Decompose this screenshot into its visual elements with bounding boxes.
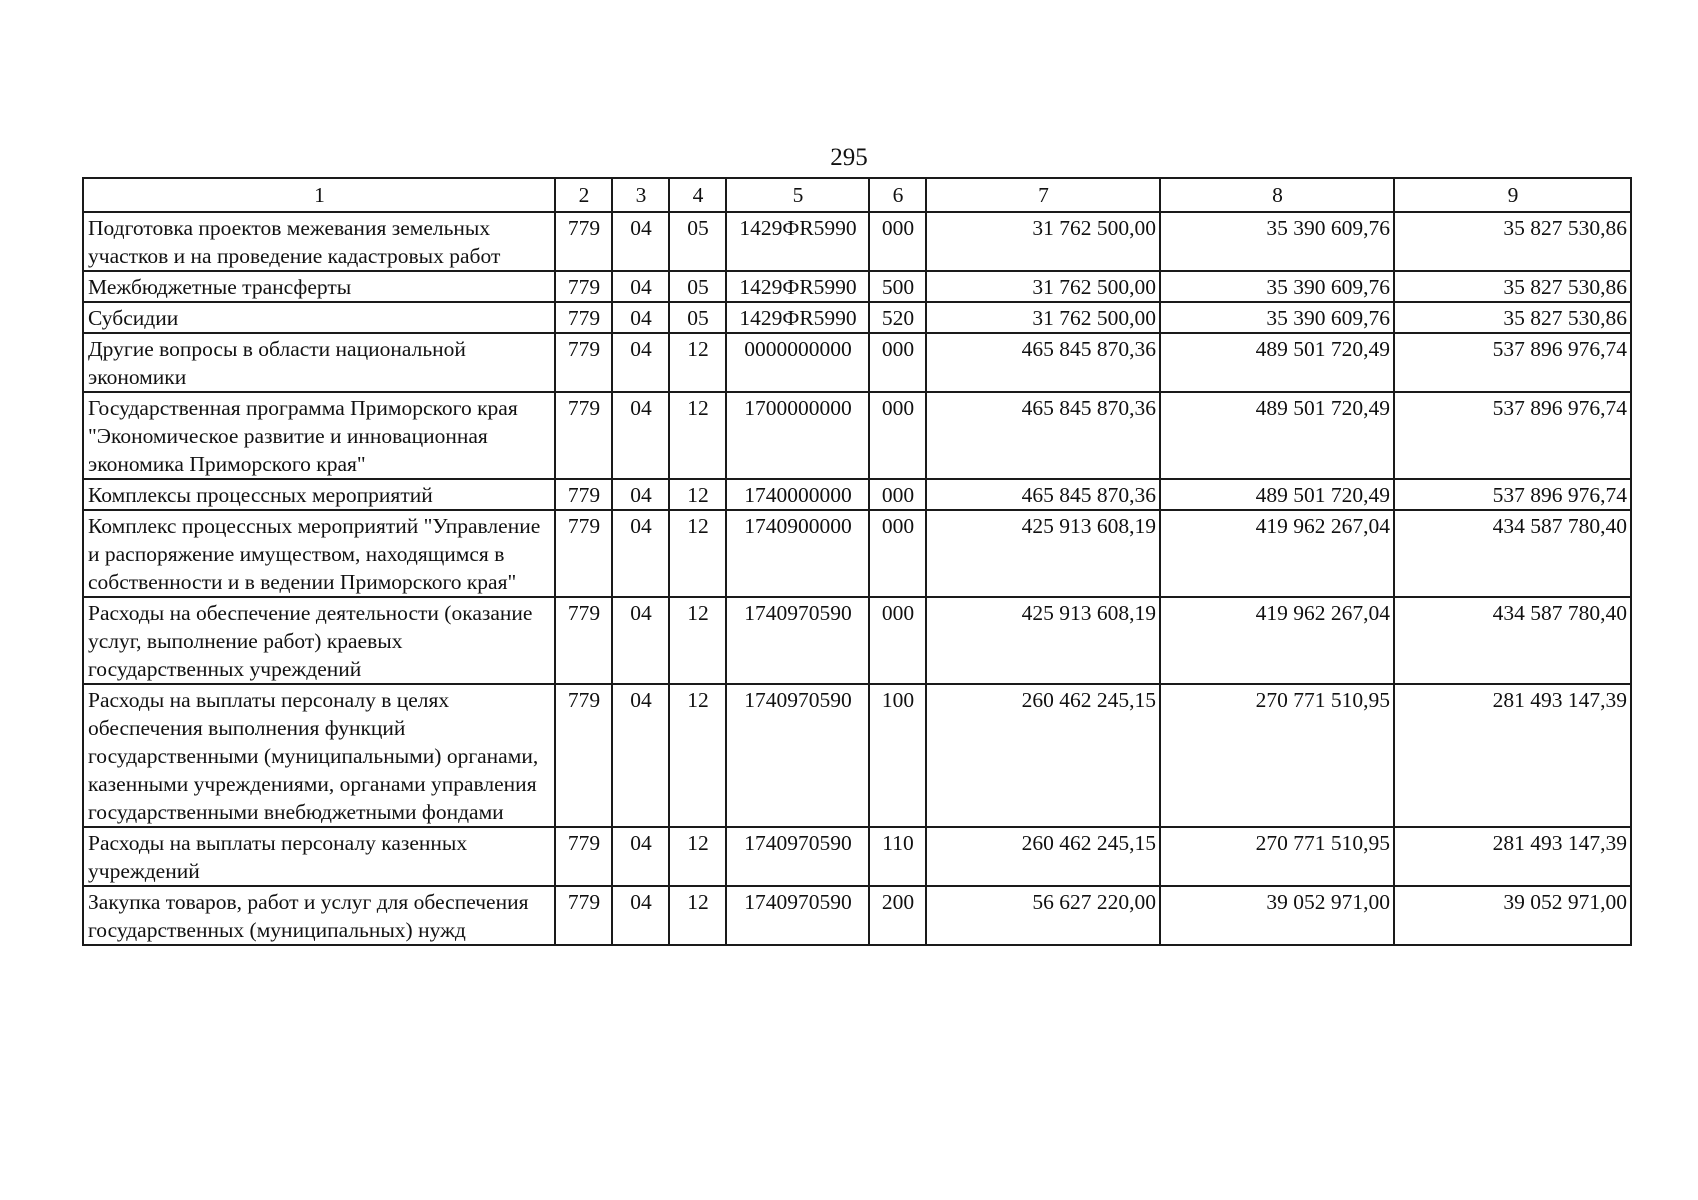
table-row — [83, 510, 1631, 597]
cell-admin-code: 779 — [555, 271, 612, 302]
header-cell: 3 — [612, 178, 669, 212]
cell-target-code: 1740970590 — [726, 684, 869, 827]
cell-section: 04 — [612, 827, 669, 886]
cell-amount-9: 281 493 147,39 — [1394, 684, 1631, 827]
cell-expense-type: 200 — [869, 886, 926, 945]
cell-amount-9: 537 896 976,74 — [1394, 392, 1631, 479]
row-name: Расходы на выплаты персоналу в целях обеспечения выполнения функций государственными (муниципальными) органами, казенными учреждениями, органами управления государственными внебюджетными фондами — [83, 684, 555, 827]
cell-amount-9: 434 587 780,40 — [1394, 510, 1631, 597]
cell-subsection: 12 — [669, 392, 726, 479]
cell-amount-8: 489 501 720,49 — [1160, 479, 1394, 510]
cell-target-code: 1740900000 — [726, 510, 869, 597]
cell-admin-code: 779 — [555, 392, 612, 479]
cell-amount-7: 31 762 500,00 — [926, 212, 1160, 271]
cell-amount-7: 260 462 245,15 — [926, 684, 1160, 827]
cell-section: 04 — [612, 302, 669, 333]
row-name: Межбюджетные трансферты — [83, 271, 555, 302]
budget-table — [82, 177, 1632, 946]
cell-amount-7: 31 762 500,00 — [926, 271, 1160, 302]
cell-subsection: 05 — [669, 212, 726, 271]
header-cell: 8 — [1160, 178, 1394, 212]
row-name: Комплекс процессных мероприятий "Управление и распоряжение имуществом, находящимся в собственности и в ведении Приморского края" — [83, 510, 555, 597]
row-name: Закупка товаров, работ и услуг для обеспечения государственных (муниципальных) нужд — [83, 886, 555, 945]
cell-admin-code: 779 — [555, 302, 612, 333]
cell-target-code: 1429ФR5990 — [726, 271, 869, 302]
cell-amount-7: 56 627 220,00 — [926, 886, 1160, 945]
table-row — [83, 597, 1631, 684]
cell-expense-type: 000 — [869, 212, 926, 271]
cell-subsection: 05 — [669, 302, 726, 333]
row-name: Субсидии — [83, 302, 555, 333]
cell-expense-type: 000 — [869, 597, 926, 684]
cell-section: 04 — [612, 479, 669, 510]
cell-section: 04 — [612, 333, 669, 392]
cell-amount-7: 425 913 608,19 — [926, 597, 1160, 684]
cell-expense-type: 110 — [869, 827, 926, 886]
header-cell: 9 — [1394, 178, 1631, 212]
cell-subsection: 12 — [669, 333, 726, 392]
cell-admin-code: 779 — [555, 886, 612, 945]
row-name: Другие вопросы в области национальной экономики — [83, 333, 555, 392]
header-row — [83, 178, 1631, 212]
table-row — [83, 271, 1631, 302]
cell-amount-8: 419 962 267,04 — [1160, 597, 1394, 684]
cell-amount-9: 39 052 971,00 — [1394, 886, 1631, 945]
row-name: Подготовка проектов межевания земельных участков и на проведение кадастровых работ — [83, 212, 555, 271]
cell-expense-type: 000 — [869, 510, 926, 597]
cell-target-code: 1740970590 — [726, 886, 869, 945]
cell-expense-type: 520 — [869, 302, 926, 333]
cell-amount-7: 260 462 245,15 — [926, 827, 1160, 886]
cell-admin-code: 779 — [555, 333, 612, 392]
cell-amount-7: 31 762 500,00 — [926, 302, 1160, 333]
cell-amount-9: 281 493 147,39 — [1394, 827, 1631, 886]
cell-admin-code: 779 — [555, 479, 612, 510]
row-name: Государственная программа Приморского края "Экономическое развитие и инновационная экономика Приморского края" — [83, 392, 555, 479]
cell-target-code: 1740970590 — [726, 827, 869, 886]
cell-subsection: 12 — [669, 510, 726, 597]
cell-target-code: 0000000000 — [726, 333, 869, 392]
cell-section: 04 — [612, 212, 669, 271]
cell-expense-type: 500 — [869, 271, 926, 302]
cell-admin-code: 779 — [555, 212, 612, 271]
table-row — [83, 392, 1631, 479]
cell-admin-code: 779 — [555, 510, 612, 597]
header-cell: 6 — [869, 178, 926, 212]
cell-amount-8: 39 052 971,00 — [1160, 886, 1394, 945]
cell-amount-8: 35 390 609,76 — [1160, 212, 1394, 271]
cell-amount-8: 270 771 510,95 — [1160, 684, 1394, 827]
table-row — [83, 684, 1631, 827]
cell-amount-9: 434 587 780,40 — [1394, 597, 1631, 684]
cell-amount-8: 270 771 510,95 — [1160, 827, 1394, 886]
cell-subsection: 12 — [669, 684, 726, 827]
cell-expense-type: 000 — [869, 333, 926, 392]
cell-admin-code: 779 — [555, 827, 612, 886]
page-number: 295 — [830, 144, 868, 171]
cell-subsection: 12 — [669, 597, 726, 684]
row-name: Расходы на обеспечение деятельности (оказание услуг, выполнение работ) краевых государственных учреждений — [83, 597, 555, 684]
cell-amount-8: 35 390 609,76 — [1160, 271, 1394, 302]
header-cell: 7 — [926, 178, 1160, 212]
cell-subsection: 05 — [669, 271, 726, 302]
cell-amount-8: 489 501 720,49 — [1160, 392, 1394, 479]
cell-section: 04 — [612, 597, 669, 684]
table-row — [83, 212, 1631, 271]
cell-target-code: 1740970590 — [726, 597, 869, 684]
header-cell: 1 — [83, 178, 555, 212]
cell-amount-7: 465 845 870,36 — [926, 333, 1160, 392]
cell-amount-8: 489 501 720,49 — [1160, 333, 1394, 392]
cell-amount-8: 35 390 609,76 — [1160, 302, 1394, 333]
cell-expense-type: 100 — [869, 684, 926, 827]
table-row — [83, 333, 1631, 392]
cell-amount-9: 35 827 530,86 — [1394, 212, 1631, 271]
cell-section: 04 — [612, 271, 669, 302]
cell-target-code: 1429ФR5990 — [726, 302, 869, 333]
cell-amount-9: 537 896 976,74 — [1394, 333, 1631, 392]
cell-subsection: 12 — [669, 827, 726, 886]
cell-subsection: 12 — [669, 886, 726, 945]
cell-admin-code: 779 — [555, 684, 612, 827]
row-name: Расходы на выплаты персоналу казенных учреждений — [83, 827, 555, 886]
row-name: Комплексы процессных мероприятий — [83, 479, 555, 510]
table-row — [83, 479, 1631, 510]
cell-subsection: 12 — [669, 479, 726, 510]
cell-expense-type: 000 — [869, 392, 926, 479]
table-row — [83, 302, 1631, 333]
cell-section: 04 — [612, 392, 669, 479]
cell-amount-9: 35 827 530,86 — [1394, 271, 1631, 302]
cell-amount-7: 465 845 870,36 — [926, 392, 1160, 479]
cell-target-code: 1740000000 — [726, 479, 869, 510]
cell-expense-type: 000 — [869, 479, 926, 510]
cell-target-code: 1429ФR5990 — [726, 212, 869, 271]
cell-amount-9: 35 827 530,86 — [1394, 302, 1631, 333]
cell-amount-7: 425 913 608,19 — [926, 510, 1160, 597]
header-cell: 2 — [555, 178, 612, 212]
cell-amount-7: 465 845 870,36 — [926, 479, 1160, 510]
cell-section: 04 — [612, 886, 669, 945]
table-row — [83, 827, 1631, 886]
cell-amount-8: 419 962 267,04 — [1160, 510, 1394, 597]
header-cell: 5 — [726, 178, 869, 212]
cell-amount-9: 537 896 976,74 — [1394, 479, 1631, 510]
cell-section: 04 — [612, 510, 669, 597]
cell-admin-code: 779 — [555, 597, 612, 684]
cell-section: 04 — [612, 684, 669, 827]
table-row — [83, 886, 1631, 945]
header-cell: 4 — [669, 178, 726, 212]
cell-target-code: 1700000000 — [726, 392, 869, 479]
